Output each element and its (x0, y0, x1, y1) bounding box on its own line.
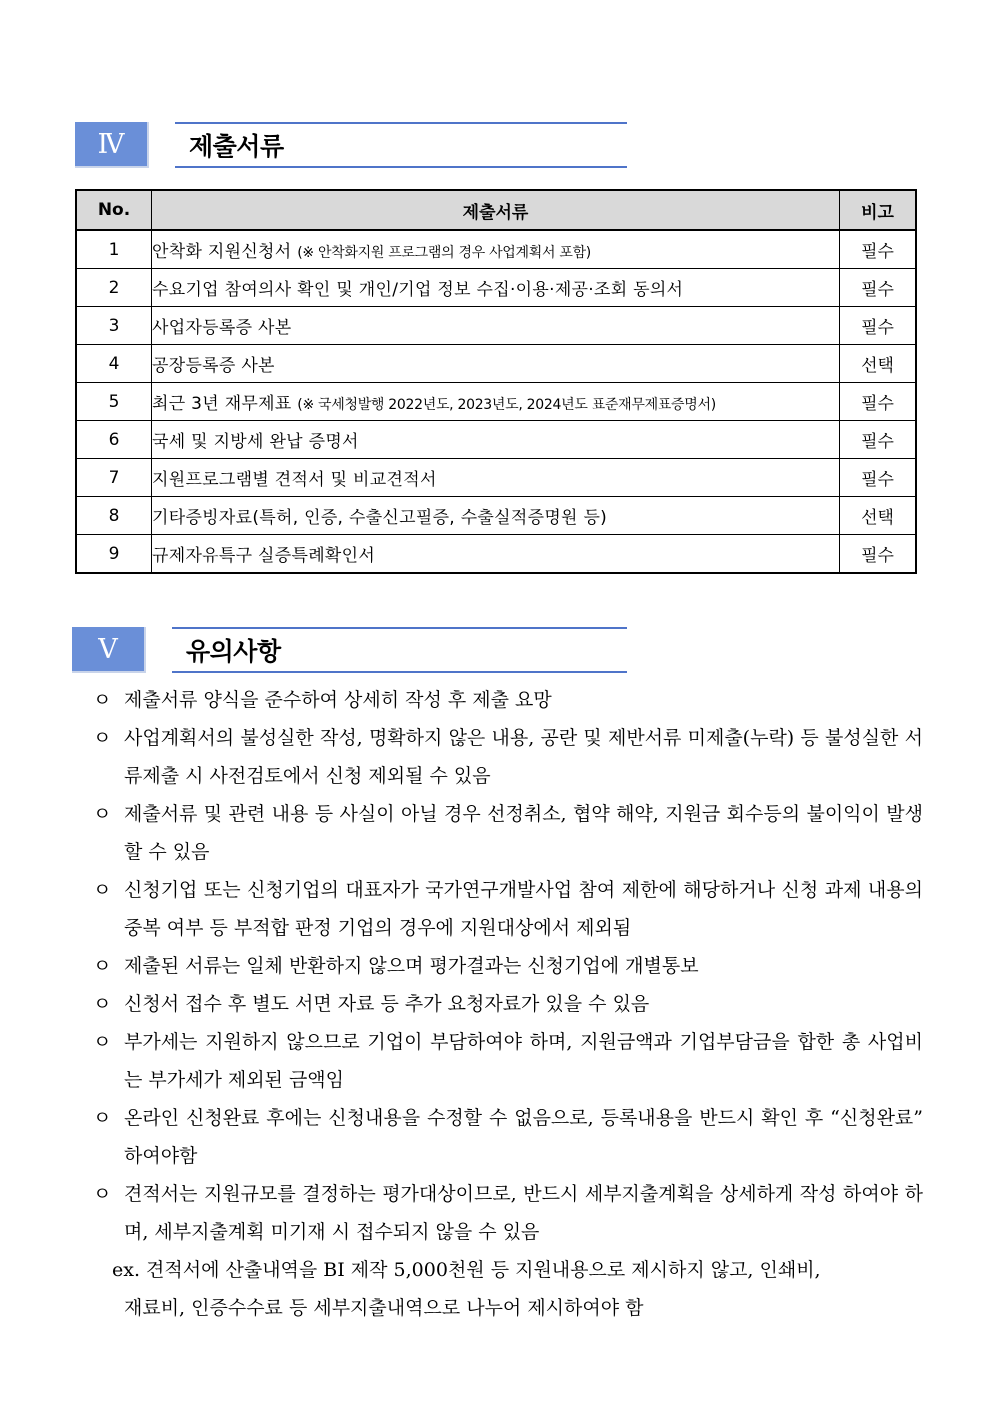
bullet-icon: ㅇ (93, 879, 112, 901)
row-requirement: 선택 (840, 497, 917, 535)
note-item (93, 1175, 923, 1251)
document-name: 규제자유특구 실증특례확인서 (152, 546, 376, 566)
note-text: 사업계획서의 불성실한 작성, 명확하지 않은 내용, 공란 및 제반서류 미제출(누락) 등 불성실한 서류제출 시 사전검토에서 신청 제외될 수 있음 (124, 727, 923, 787)
section-4-title-bar (175, 122, 627, 168)
header-note: 비고 (840, 190, 917, 230)
section-5-header (75, 627, 627, 675)
table-row (76, 269, 916, 307)
row-document (152, 230, 840, 269)
table-row (76, 535, 916, 574)
note-item (93, 681, 923, 719)
bullet-icon: ㅇ (93, 803, 112, 825)
notes-list (93, 681, 923, 1327)
row-requirement: 필수 (840, 383, 917, 421)
bullet-icon: ㅇ (93, 1107, 112, 1129)
table-header-row (76, 190, 916, 230)
row-requirement: 필수 (840, 307, 917, 345)
table-row (76, 383, 916, 421)
section-5-title: 유의사항 (186, 637, 281, 666)
row-document (152, 345, 840, 383)
example-line-2: 재료비, 인증수수료 등 세부지출내역으로 나누어 제시하여야 함 (124, 1297, 644, 1319)
document-note: (※ 국세청발행 2022년도, 2023년도, 2024년도 표준재무제표증명서) (297, 397, 716, 413)
note-text: 제출된 서류는 일체 반환하지 않으며 평가결과는 신청기업에 개별통보 (124, 955, 699, 977)
row-document (152, 459, 840, 497)
note-text: 신청기업 또는 신청기업의 대표자가 국가연구개발사업 참여 제한에 해당하거나 신청 과제 내용의 중복 여부 등 부적합 판정 기업의 경우에 지원대상에서 제외됨 (124, 879, 923, 939)
bullet-icon: ㅇ (93, 1031, 112, 1053)
row-number: 3 (76, 307, 152, 345)
table-row (76, 459, 916, 497)
header-doc: 제출서류 (152, 190, 840, 230)
note-item (93, 795, 923, 871)
note-item (93, 871, 923, 947)
note-item (93, 1099, 923, 1175)
documents-table (75, 189, 917, 574)
row-document (152, 497, 840, 535)
row-number: 9 (76, 535, 152, 574)
bullet-icon: ㅇ (93, 955, 112, 977)
bullet-icon: ㅇ (93, 689, 112, 711)
row-number: 2 (76, 269, 152, 307)
row-number: 7 (76, 459, 152, 497)
row-requirement: 필수 (840, 459, 917, 497)
row-requirement: 필수 (840, 421, 917, 459)
row-document (152, 383, 840, 421)
row-number: 6 (76, 421, 152, 459)
row-number: 4 (76, 345, 152, 383)
table-row (76, 497, 916, 535)
bullet-icon: ㅇ (93, 993, 112, 1015)
note-item (93, 1023, 923, 1099)
note-item (93, 985, 923, 1023)
row-requirement: 필수 (840, 535, 917, 574)
note-text: 제출서류 양식을 준수하여 상세히 작성 후 제출 요망 (124, 689, 552, 711)
table-row (76, 345, 916, 383)
table-row (76, 421, 916, 459)
document-name: 국세 및 지방세 완납 증명서 (152, 432, 359, 452)
document-name: 최근 3년 재무제표 (152, 394, 292, 414)
row-requirement: 필수 (840, 230, 917, 269)
row-document (152, 421, 840, 459)
row-document (152, 269, 840, 307)
note-item (93, 947, 923, 985)
header-no: No. (76, 190, 152, 230)
note-text: 부가세는 지원하지 않으므로 기업이 부담하여야 하며, 지원금액과 기업부담금을 합한 총 사업비는 부가세가 제외된 금액임 (124, 1031, 923, 1091)
section-4-title: 제출서류 (189, 132, 284, 161)
document-name: 지원프로그램별 견적서 및 비교견적서 (152, 470, 437, 490)
document-name: 기타증빙자료(특허, 인증, 수출신고필증, 수출실적증명원 등) (152, 508, 608, 528)
bullet-icon: ㅇ (93, 1183, 112, 1205)
document-name: 수요기업 참여의사 확인 및 개인/기업 정보 수집·이용·제공·조회 동의서 (152, 280, 684, 300)
row-number: 8 (76, 497, 152, 535)
row-requirement: 선택 (840, 345, 917, 383)
table-body (76, 230, 916, 573)
table-row (76, 230, 916, 269)
table-row (76, 307, 916, 345)
note-text: 제출서류 및 관련 내용 등 사실이 아닐 경우 선정취소, 협약 해약, 지원금 회수등의 불이익이 발생할 수 있음 (124, 803, 923, 863)
note-text: 온라인 신청완료 후에는 신청내용을 수정할 수 없음으로, 등록내용을 반드시 확인 후 “신청완료” 하여야함 (124, 1107, 923, 1167)
example-line-1: ex. 견적서에 산출내역을 BI 제작 5,000천원 등 지원내용으로 제시하지 않고, 인쇄비, (112, 1259, 821, 1281)
note-text: 신청서 접수 후 별도 서면 자료 등 추가 요청자료가 있을 수 있음 (124, 993, 650, 1015)
section-5-number: Ⅴ (72, 627, 146, 673)
document-name: 안착화 지원신청서 (152, 242, 292, 262)
row-number: 1 (76, 230, 152, 269)
section-4-header (75, 122, 627, 170)
row-number: 5 (76, 383, 152, 421)
document-note: (※ 안착화지원 프로그램의 경우 사업계획서 포함) (297, 245, 591, 261)
note-item (93, 719, 923, 795)
note-text: 견적서는 지원규모를 결정하는 평가대상이므로, 반드시 세부지출계획을 상세하게 작성 하여야 하며, 세부지출계획 미기재 시 접수되지 않을 수 있음 (124, 1183, 923, 1243)
row-document (152, 535, 840, 574)
bullet-icon: ㅇ (93, 727, 112, 749)
section-5-title-bar (172, 627, 627, 673)
document-name: 사업자등록증 사본 (152, 318, 292, 338)
row-requirement: 필수 (840, 269, 917, 307)
row-document (152, 307, 840, 345)
document-name: 공장등록증 사본 (152, 356, 275, 376)
section-4-number: Ⅳ (75, 122, 149, 168)
notes-items (93, 681, 923, 1251)
